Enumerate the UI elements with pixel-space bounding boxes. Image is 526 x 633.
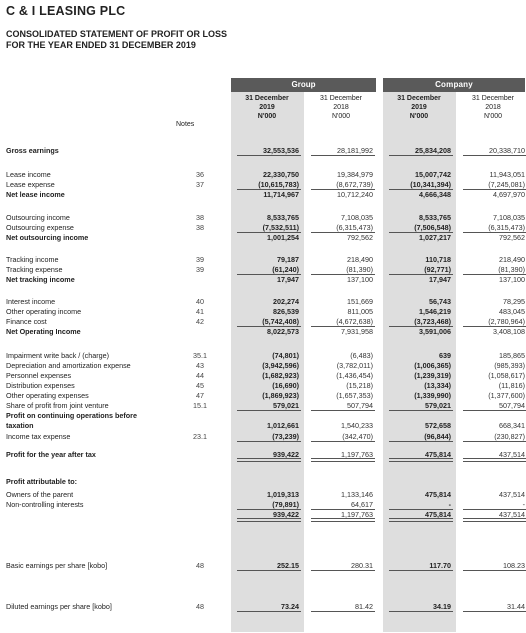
company-2018-value: (81,390) <box>457 265 525 275</box>
company-2018-value: (2,780,964) <box>457 317 525 327</box>
group-2018-value: 1,133,146 <box>341 490 373 499</box>
group-2019-value: (1,869,923) <box>262 391 299 400</box>
group-2018-value: (342,470) <box>305 432 373 442</box>
group-2018-value: 1,197,763 <box>305 450 373 460</box>
group-2018-value: (8,672,739) <box>305 180 373 190</box>
group-2018-value: 7,108,035 <box>341 213 373 222</box>
table-row <box>0 307 526 317</box>
column-header-date: 31 December <box>397 95 441 102</box>
group-2019-value: 939,422 <box>231 450 299 460</box>
row-note: 23.1 <box>193 432 207 441</box>
group-2019-value: 8,022,573 <box>267 327 299 336</box>
company-2018-value: (7,245,081) <box>457 180 525 190</box>
row-label: Interest income <box>6 297 56 306</box>
table-row <box>0 421 526 431</box>
group-2019-value: 939,422 <box>231 510 299 520</box>
row-label: Depreciation and amortization expense <box>6 361 131 370</box>
row-note: 37 <box>196 180 204 189</box>
company-2018-value: 11,943,051 <box>489 170 525 179</box>
row-label: Net tracking income <box>6 275 75 284</box>
table-row <box>0 327 526 337</box>
group-2019-value: (79,891) <box>231 500 299 510</box>
group-2018-value: (1,436,454) <box>336 371 373 380</box>
group-2018-value: 1,540,233 <box>341 421 373 430</box>
group-2019-value: 79,187 <box>277 255 299 264</box>
group-2018-value: (6,315,473) <box>305 223 373 233</box>
company-2019-value: 579,021 <box>383 401 451 411</box>
table-row <box>0 411 526 421</box>
company-2018-value: 792,562 <box>499 233 525 242</box>
group-2019-value: 17,947 <box>277 275 299 284</box>
group-2018-value: 28,181,992 <box>305 146 373 156</box>
row-label: Personnel expenses <box>6 371 72 380</box>
company-name: C & I LEASING PLC <box>6 4 126 18</box>
row-label: Distribution expenses <box>6 381 75 390</box>
company-2018-value: 4,697,970 <box>493 190 525 199</box>
table-row <box>0 401 526 411</box>
group-2019-value: (74,801) <box>272 351 299 360</box>
row-note: 40 <box>196 297 204 306</box>
table-row <box>0 602 526 612</box>
row-note: 38 <box>196 213 204 222</box>
row-label: Impairment write back / (charge) <box>6 351 110 360</box>
company-2019-value: (1,339,990) <box>414 391 451 400</box>
company-2019-value: (1,239,319) <box>414 371 451 380</box>
company-2018-value: 137,100 <box>499 275 525 284</box>
group-2019-value: 579,021 <box>231 401 299 411</box>
column-header-group-2018 <box>305 94 377 121</box>
column-header-company-2019 <box>383 94 455 121</box>
row-note: 47 <box>196 391 204 400</box>
column-header-company-2018 <box>457 94 526 121</box>
row-label: Non-controlling interests <box>6 500 84 509</box>
company-2018-value: 3,408,108 <box>493 327 525 336</box>
table-row <box>0 180 526 190</box>
group-2018-value: 19,384,979 <box>337 170 373 179</box>
company-2019-value: 110,718 <box>425 255 451 264</box>
company-2018-value: 437,514 <box>499 490 525 499</box>
column-header-unit: N'000 <box>483 113 503 120</box>
group-2019-value: (7,532,511) <box>231 223 299 233</box>
group-2018-value: 81.42 <box>305 602 373 612</box>
company-2018-value: (985,393) <box>494 361 525 370</box>
column-header-unit: N'000 <box>257 113 277 120</box>
group-2019-value: (1,682,923) <box>262 371 299 380</box>
column-header-group-2019 <box>231 94 303 121</box>
company-2018-value: 7,108,035 <box>493 213 525 222</box>
group-2018-value: (4,672,638) <box>305 317 373 327</box>
row-note: 39 <box>196 265 204 274</box>
company-2018-value: 108.23 <box>457 561 525 571</box>
statement-period: FOR THE YEAR ENDED 31 DECEMBER 2019 <box>6 40 196 50</box>
group-2019-value: (10,615,783) <box>231 180 299 190</box>
group-2018-value: 218,490 <box>347 255 373 264</box>
group-2018-value: 811,005 <box>347 307 373 316</box>
company-2018-value: 437,514 <box>457 450 525 460</box>
group-2019-value: 73.24 <box>231 602 299 612</box>
group-2019-value: 32,553,536 <box>231 146 299 156</box>
row-note: 43 <box>196 361 204 370</box>
row-note: 44 <box>196 371 204 380</box>
table-row <box>0 351 526 361</box>
group-2019-value: 22,330,750 <box>263 170 299 179</box>
table-row <box>0 223 526 233</box>
group-2018-value: 280.31 <box>305 561 373 571</box>
company-2018-value: 507,794 <box>457 401 525 411</box>
row-note: 15.1 <box>193 401 207 410</box>
company-header: Company <box>383 78 525 92</box>
table-row <box>0 477 526 487</box>
company-2019-value: 56,743 <box>429 297 451 306</box>
table-row <box>0 233 526 243</box>
group-2019-value: 1,001,254 <box>267 233 299 242</box>
row-label: Income tax expense <box>6 432 71 441</box>
column-header-date: 31 December <box>319 95 363 102</box>
group-2018-value: 151,669 <box>347 297 373 306</box>
group-header: Group <box>231 78 376 92</box>
column-header-year: 2018 <box>333 104 349 111</box>
row-label: Owners of the parent <box>6 490 74 499</box>
notes-header: Notes <box>176 121 195 128</box>
group-2018-value: 507,794 <box>305 401 373 411</box>
row-label: taxation <box>6 421 34 430</box>
row-label: Net outsourcing income <box>6 233 89 242</box>
company-2018-value: (1,058,617) <box>488 371 525 380</box>
row-note: 48 <box>196 602 204 611</box>
table-row <box>0 510 526 520</box>
group-2019-value: 11,714,967 <box>263 190 299 199</box>
company-2018-value: 483,045 <box>499 307 525 316</box>
company-2019-value: 1,546,219 <box>419 307 451 316</box>
company-2019-value: (13,334) <box>424 381 451 390</box>
column-header-year: 2018 <box>485 104 501 111</box>
row-note: 39 <box>196 255 204 264</box>
row-label: Lease income <box>6 170 51 179</box>
group-2018-value: 7,931,958 <box>341 327 373 336</box>
row-label: Net lease income <box>6 190 65 199</box>
row-label: Other operating expenses <box>6 391 89 400</box>
table-row <box>0 297 526 307</box>
column-header-unit: N'000 <box>409 113 429 120</box>
table-row <box>0 490 526 500</box>
row-note: 48 <box>196 561 204 570</box>
group-2018-value: (3,782,011) <box>336 361 373 370</box>
company-2019-value: 34.19 <box>383 602 451 612</box>
table-row <box>0 146 526 156</box>
company-2019-value: 117.70 <box>383 561 451 571</box>
company-2018-value: (6,315,473) <box>457 223 525 233</box>
column-header-date: 31 December <box>471 95 515 102</box>
company-2019-value: (92,771) <box>383 265 451 275</box>
group-2019-value: (73,239) <box>231 432 299 442</box>
company-2018-value: 31.44 <box>457 602 525 612</box>
group-2018-value: (1,657,353) <box>336 391 373 400</box>
company-2019-value: (3,723,468) <box>383 317 451 327</box>
group-2019-value: 252.15 <box>231 561 299 571</box>
row-label: Finance cost <box>6 317 47 326</box>
group-2019-value: 202,274 <box>273 297 299 306</box>
statement-title: CONSOLIDATED STATEMENT OF PROFIT OR LOSS <box>6 29 227 39</box>
table-row <box>0 361 526 371</box>
company-2018-value: 668,341 <box>499 421 525 430</box>
company-2019-value: (96,844) <box>383 432 451 442</box>
row-label: Share of profit from joint venture <box>6 401 109 410</box>
table-row <box>0 170 526 180</box>
table-row <box>0 213 526 223</box>
company-2019-value: 639 <box>439 351 451 360</box>
row-note: 45 <box>196 381 204 390</box>
group-2019-value: 826,539 <box>273 307 299 316</box>
group-2018-value: 10,712,240 <box>337 190 373 199</box>
row-label: Net Operating Income <box>6 327 81 336</box>
group-2018-value: (81,390) <box>305 265 373 275</box>
company-2019-value: (7,506,548) <box>383 223 451 233</box>
group-2018-value: 64,617 <box>305 500 373 510</box>
table-row <box>0 381 526 391</box>
column-header-year: 2019 <box>259 104 275 111</box>
company-2019-value: 475,814 <box>425 490 451 499</box>
company-2018-value: (230,827) <box>457 432 525 442</box>
row-label: Tracking expense <box>6 265 63 274</box>
table-row <box>0 432 526 442</box>
table-row <box>0 317 526 327</box>
company-2019-value: 572,658 <box>425 421 451 430</box>
row-label: Profit attributable to: <box>6 477 78 486</box>
company-2019-value: - <box>383 500 451 510</box>
table-row <box>0 265 526 275</box>
table-row <box>0 371 526 381</box>
company-2019-value: 475,814 <box>383 450 451 460</box>
group-2019-value: (61,240) <box>231 265 299 275</box>
group-2019-value: 1,019,313 <box>267 490 299 499</box>
row-label: Tracking income <box>6 255 59 264</box>
company-2019-value: 25,834,208 <box>383 146 451 156</box>
company-2018-value: 437,514 <box>457 510 525 520</box>
group-2019-value: 8,533,765 <box>267 213 299 222</box>
group-2019-value: (16,690) <box>272 381 299 390</box>
row-label: Profit on continuing operations before <box>6 411 137 420</box>
company-2018-value: 78,295 <box>503 297 525 306</box>
company-2018-value: (1,377,600) <box>488 391 525 400</box>
company-2019-value: 3,591,006 <box>419 327 451 336</box>
company-2019-value: 1,027,217 <box>419 233 451 242</box>
row-label: Lease expense <box>6 180 55 189</box>
row-note: 35.1 <box>193 351 207 360</box>
company-2018-value: 20,338,710 <box>457 146 525 156</box>
company-2018-value: (11,816) <box>498 381 525 390</box>
row-label: Diluted earnings per share [kobo] <box>6 602 112 611</box>
row-note: 36 <box>196 170 204 179</box>
company-2018-value: 185,865 <box>499 351 525 360</box>
company-2019-value: 4,666,348 <box>419 190 451 199</box>
row-label: Other operating income <box>6 307 82 316</box>
table-row <box>0 561 526 571</box>
row-label: Gross earnings <box>6 146 59 155</box>
row-note: 41 <box>196 307 204 316</box>
table-row <box>0 190 526 200</box>
row-note: 42 <box>196 317 204 326</box>
row-note: 38 <box>196 223 204 232</box>
group-2019-value: (3,942,596) <box>262 361 299 370</box>
table-row <box>0 391 526 401</box>
group-2018-value: (6,483) <box>350 351 373 360</box>
group-2018-value: 792,562 <box>347 233 373 242</box>
column-header-year: 2019 <box>411 104 427 111</box>
column-header-unit: N'000 <box>331 113 351 120</box>
row-label: Basic earnings per share [kobo] <box>6 561 108 570</box>
group-2018-value: 137,100 <box>347 275 373 284</box>
group-2018-value: (15,218) <box>346 381 373 390</box>
group-2019-value: 1,012,661 <box>267 421 299 430</box>
company-2018-value: - <box>457 500 525 510</box>
company-2019-value: 8,533,765 <box>419 213 451 222</box>
table-row <box>0 255 526 265</box>
table-row <box>0 275 526 285</box>
company-2019-value: (10,341,394) <box>383 180 451 190</box>
company-2019-value: (1,006,365) <box>414 361 451 370</box>
group-2018-value: 1,197,763 <box>305 510 373 520</box>
row-label: Outsourcing income <box>6 213 70 222</box>
company-2018-value: 218,490 <box>499 255 525 264</box>
column-header-date: 31 December <box>245 95 289 102</box>
row-label: Profit for the year after tax <box>6 450 96 459</box>
company-2019-value: 15,007,742 <box>415 170 451 179</box>
company-2019-value: 17,947 <box>429 275 451 284</box>
group-2019-value: (5,742,408) <box>231 317 299 327</box>
table-row <box>0 450 526 460</box>
table-row <box>0 500 526 510</box>
row-label: Outsourcing expense <box>6 223 74 232</box>
company-2019-value: 475,814 <box>383 510 451 520</box>
